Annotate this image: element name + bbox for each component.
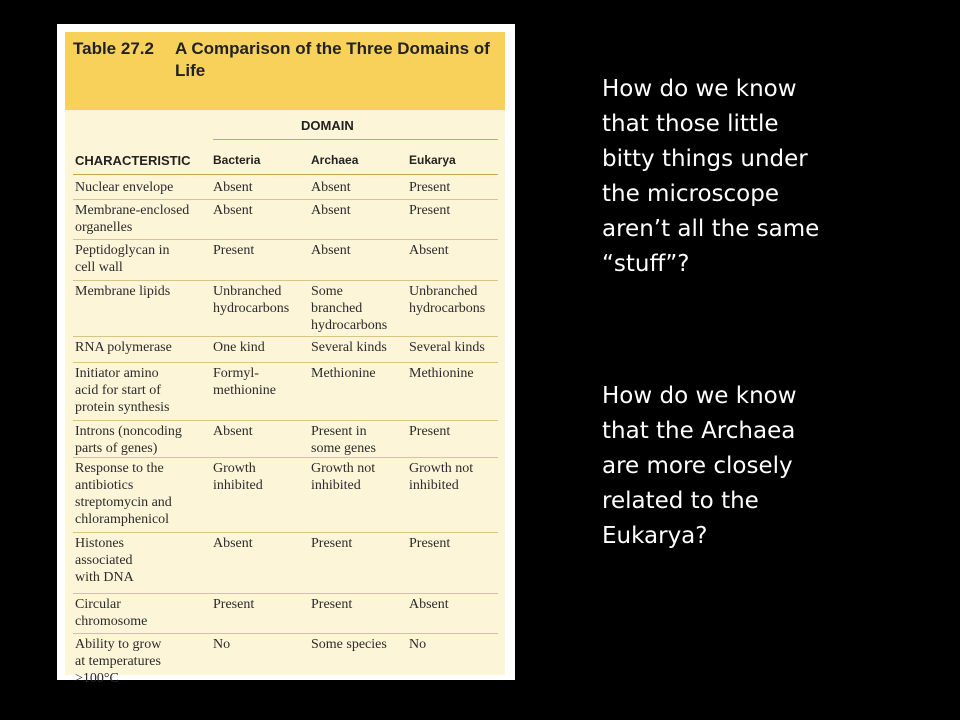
table-row (73, 633, 498, 686)
row-archaea-value: Present in some genes (311, 424, 376, 456)
row-eukarya-value: Present (409, 536, 451, 551)
row-characteristic: Peptidoglycan in cell wall (75, 243, 170, 275)
table-row (73, 336, 498, 363)
characteristic-header: CHARACTERISTIC (75, 153, 191, 168)
domain-header: DOMAIN (301, 118, 354, 133)
row-eukarya-value: No (409, 637, 427, 652)
row-characteristic: Nuclear envelope (75, 180, 174, 195)
table-row (73, 239, 498, 281)
row-characteristic: Response to the antibiotics streptomycin and chloramphenicol (75, 461, 172, 527)
row-characteristic: Initiator amino acid for start of protein synthesis (75, 366, 170, 415)
table-title-band (65, 32, 505, 110)
table-row (73, 420, 498, 458)
row-characteristic: Membrane lipids (75, 284, 171, 299)
column-header-bacteria: Bacteria (213, 153, 261, 167)
row-characteristic: Histones associated with DNA (75, 536, 134, 585)
table-row (73, 362, 498, 421)
row-archaea-value: Absent (311, 180, 351, 195)
row-characteristic: Introns (noncoding parts of genes) (75, 424, 182, 456)
row-archaea-value: Several kinds (311, 340, 387, 355)
domain-header-rule (213, 139, 498, 140)
row-eukarya-value: Growth not inhibited (409, 461, 474, 493)
comparison-table-card (57, 24, 515, 686)
row-archaea-value: Present (311, 597, 353, 612)
row-archaea-value: Growth not inhibited (311, 461, 376, 493)
row-bacteria-value: Unbranched hydrocarbons (213, 284, 290, 316)
row-archaea-value: Absent (311, 243, 351, 258)
row-archaea-value: Absent (311, 203, 351, 218)
row-archaea-value: Some species (311, 637, 387, 652)
header-rule (73, 174, 498, 175)
column-header-archaea: Archaea (311, 153, 359, 167)
row-bacteria-value: Growth inhibited (213, 461, 263, 493)
table-row (73, 176, 498, 200)
row-archaea-value: Methionine (311, 366, 376, 381)
row-bacteria-value: No (213, 637, 231, 652)
table-row (73, 457, 498, 533)
row-characteristic: Membrane-enclosed organelles (75, 203, 190, 235)
row-characteristic: Circular chromosome (75, 597, 148, 629)
question-archaea-eukarya: How do we know that the Archaea are more closely related to the Eukarya? (602, 383, 797, 549)
row-eukarya-value: Present (409, 203, 451, 218)
column-header-eukarya: Eukarya (409, 153, 456, 167)
row-eukarya-value: Several kinds (409, 340, 485, 355)
row-bacteria-value: Formyl- methionine (213, 366, 276, 398)
table-row (73, 532, 498, 594)
row-bacteria-value: One kind (213, 340, 265, 355)
table-body (65, 110, 505, 686)
row-characteristic: RNA polymerase (75, 340, 172, 355)
row-eukarya-value: Absent (409, 243, 449, 258)
row-archaea-value: Some branched hydrocarbons (311, 284, 388, 333)
row-bacteria-value: Absent (213, 424, 253, 439)
row-eukarya-value: Methionine (409, 366, 474, 381)
row-eukarya-value: Present (409, 180, 451, 195)
row-eukarya-value: Unbranched hydrocarbons (409, 284, 486, 316)
table-title: A Comparison of the Three Domains of Life (175, 39, 490, 80)
row-eukarya-value: Absent (409, 597, 449, 612)
row-eukarya-value: Present (409, 424, 451, 439)
row-bacteria-value: Present (213, 243, 255, 258)
row-characteristic: Ability to grow at temperatures >100°C (75, 637, 162, 686)
table-row (73, 593, 498, 634)
row-bacteria-value: Absent (213, 536, 253, 551)
table-label: Table 27.2 (73, 39, 154, 58)
row-bacteria-value: Absent (213, 180, 253, 195)
table-row (73, 199, 498, 240)
row-archaea-value: Present (311, 536, 353, 551)
table-row (73, 280, 498, 337)
question-microscope: How do we know that those little bitty things under the microscope aren’t all the same “stuff”? (602, 76, 820, 277)
row-bacteria-value: Absent (213, 203, 253, 218)
row-bacteria-value: Present (213, 597, 255, 612)
